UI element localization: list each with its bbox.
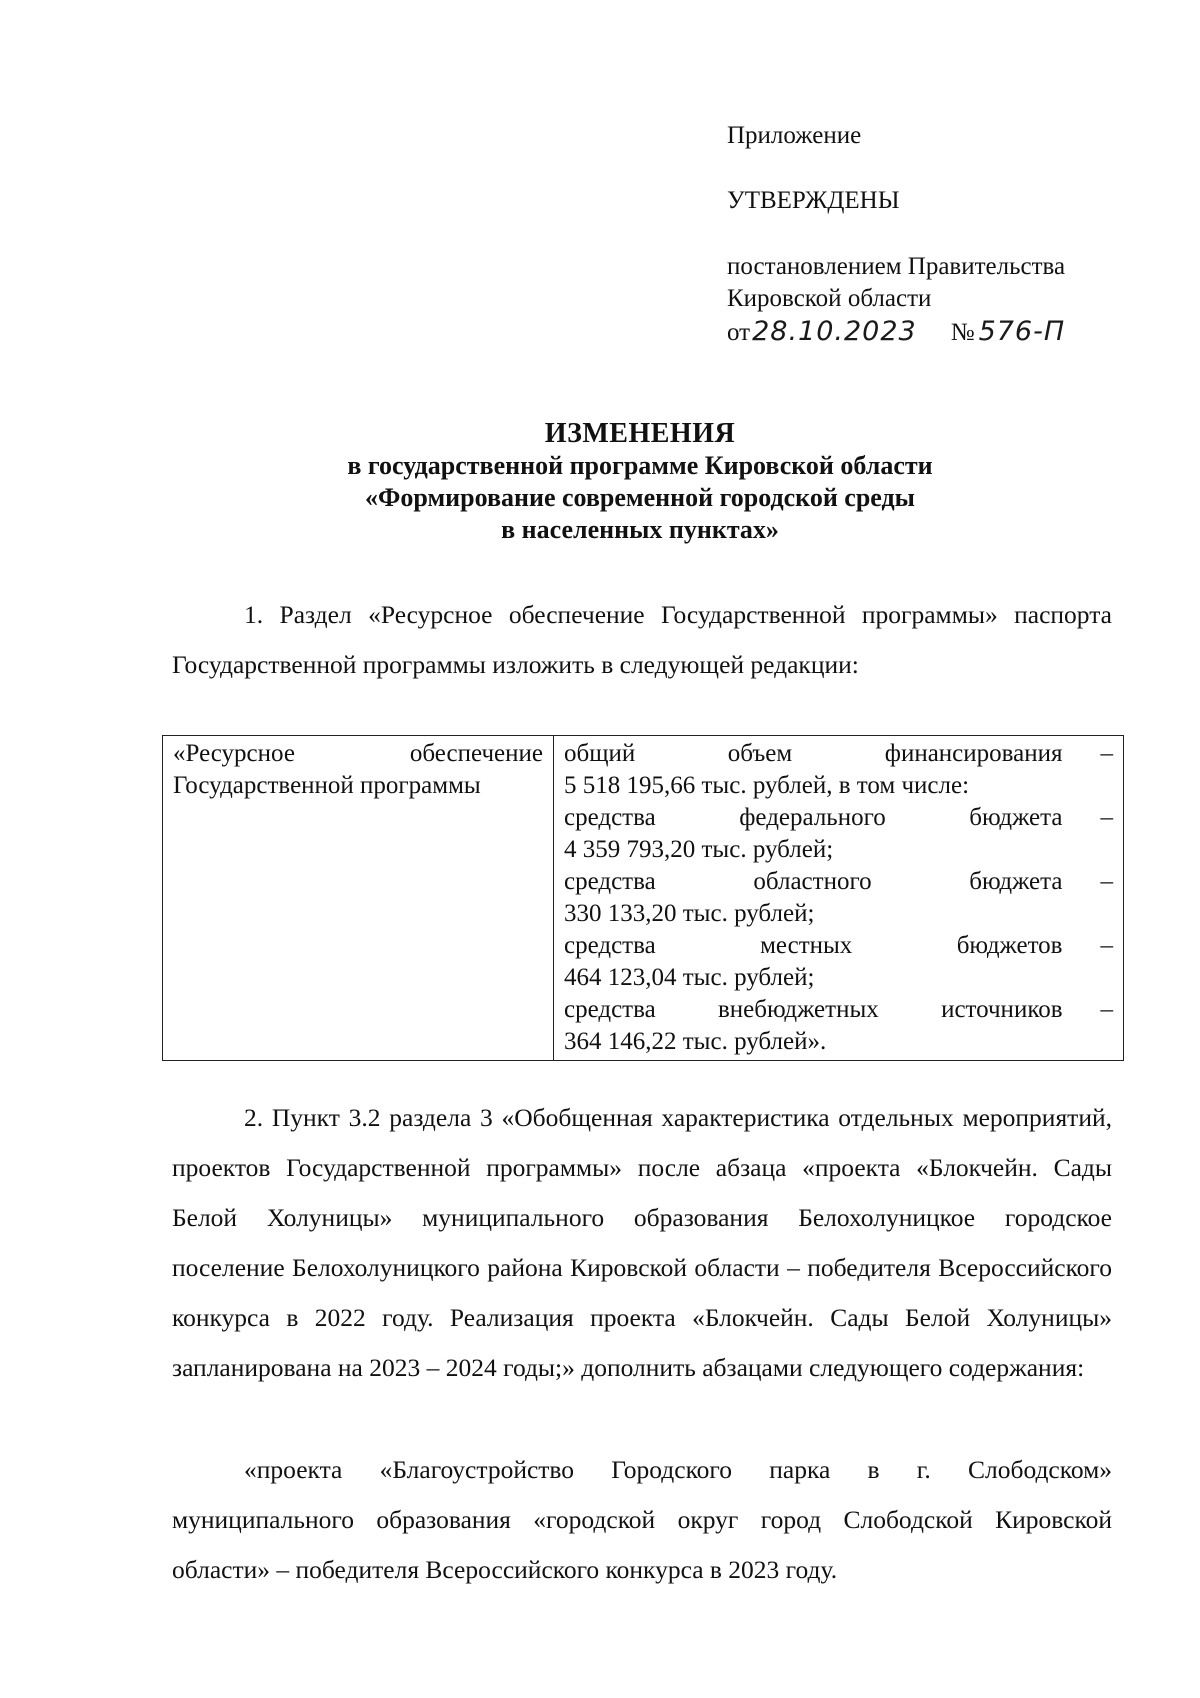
resolution-reference [727,251,1065,315]
financing-line [564,930,1113,962]
resource-label-cell [163,736,554,1061]
financing-source-word: средства [564,804,656,831]
financing-dash: – [1100,932,1113,959]
title-main: ИЗМЕНЕНИЯ [544,418,736,449]
financing-source-word: финансирования [884,740,1063,767]
financing-amount: 5 518 195,66 тыс. рублей, в том числе: [564,772,970,799]
resolution-date-number [727,316,1065,349]
number-sign: № [950,319,975,346]
resource-label-word-2: обеспечение [409,740,543,767]
financing-source-word: источников [941,996,1063,1023]
document-title [160,418,1120,546]
paragraph-1: 1. Раздел «Ресурсное обеспечение Государственной программы» паспорта Государственной программы изложить в следующей редакции: [172,600,1112,679]
appendix-label: Приложение [727,122,862,149]
title-line-2: в государственной программе Кировской области [347,451,933,480]
financing-source [564,738,1101,770]
resource-label-line-1 [173,738,543,770]
financing-dash: – [1100,996,1113,1023]
financing-dash: – [1100,740,1113,767]
resource-table [162,735,1124,1061]
resource-label-line-2: Государственной программы [173,772,481,799]
financing-source-word: областного [753,868,872,895]
financing-source [564,866,1101,898]
resource-label-word-1: «Ресурсное [173,740,295,767]
financing-source-word: федерального [739,804,886,831]
financing-source-word: бюджета [969,868,1063,895]
paragraph-3: «проекта «Благоустройство Городского парка в г. Слободском» муниципального образования «городской округ город Слободской Кировской области» – победителя Всероссийского конкурса в 2023 году. [172,1455,1112,1584]
handwritten-number: 576-П [978,316,1066,347]
title-line-3: «Формирование современной городской среды [365,483,915,512]
financing-source [564,802,1101,834]
financing-source-word: средства [564,932,656,959]
paragraph-2: 2. Пункт 3.2 раздела 3 «Обобщенная характеристика отдельных мероприятий, проектов Государственной программы» после абзаца «проекта «Блокчейн. Сады Белой Холуницы» муниципального образования Белохолуницкое городское поселение Белохолуницкого района Кировской области – победителя Всероссийского конкурса в 2022 году. Реализация проекта «Блокчейн. Сады Белой Холуницы» запланирована на 2023 – 2024 годы;» дополнить абзацами следующего содержания: [172,1103,1112,1382]
title-line-4: в населенных пунктах» [501,515,779,544]
resolution-line-2: Кировской области [727,285,932,312]
financing-amount: 464 123,04 тыс. рублей; [564,964,815,991]
handwritten-date: 28.10.2023 [752,316,917,347]
resource-table-row [163,736,1124,1061]
financing-amount: 4 359 793,20 тыс. рублей; [564,836,834,863]
financing-amount: 364 146,22 тыс. рублей». [564,1028,827,1055]
resource-values-cell [554,736,1124,1061]
financing-line [564,738,1113,770]
financing-line [564,866,1113,898]
financing-source-word: объем [727,740,793,767]
approved-label: УТВЕРЖДЕНЫ [727,187,900,214]
financing-source-word: средства [564,996,656,1023]
financing-line [564,994,1113,1026]
financing-source-word: бюджета [969,804,1063,831]
financing-dash: – [1100,868,1113,895]
financing-source-word: внебюджетных [717,996,879,1023]
financing-source [564,994,1101,1026]
financing-source-word: общий [564,740,636,767]
financing-line [564,802,1113,834]
financing-amount: 330 133,20 тыс. рублей; [564,900,815,927]
financing-source-word: бюджетов [956,932,1063,959]
financing-source-word: средства [564,868,656,895]
financing-source [564,930,1101,962]
resolution-line-1: постановлением Правительства [727,253,1066,280]
date-prefix: от [727,319,751,346]
financing-dash: – [1100,804,1113,831]
financing-source-word: местных [760,932,853,959]
